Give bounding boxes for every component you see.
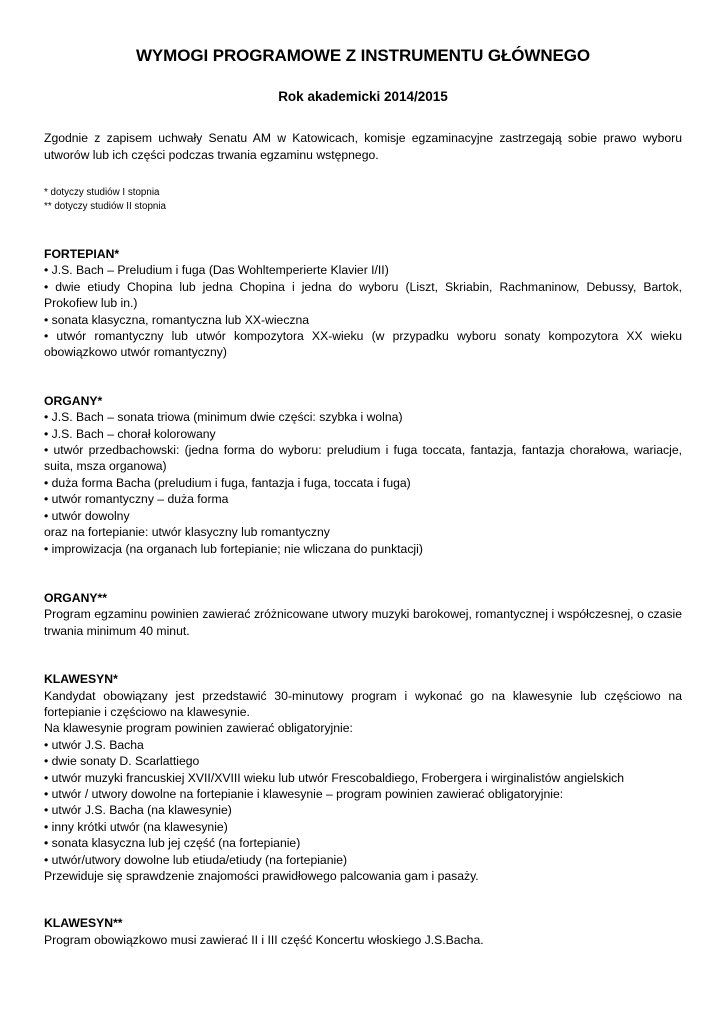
requirement-line: Przewiduje się sprawdzenie znajomości prawidłowego palcowania gam i pasaży. — [44, 869, 479, 883]
section-heading: KLAWESYN* — [44, 672, 118, 687]
requirement-line: • inny krótki utwór (na klawesynie) — [44, 819, 228, 834]
requirement-line: • sonata klasyczna lub jej część (na fortepianie) — [44, 836, 301, 851]
requirement-line: • utwór J.S. Bacha — [44, 737, 144, 752]
requirement-line: • J.S. Bach – chorał kolorowany — [44, 426, 216, 441]
requirement-line: Na klawesynie program powinien zawierać obligatoryjnie: — [44, 721, 353, 736]
note-first-degree: * dotyczy studiów I stopnia — [44, 187, 160, 198]
note-second-degree: ** dotyczy studiów II stopnia — [44, 201, 166, 212]
document-title: WYMOGI PROGRAMOWE Z INSTRUMENTU GŁÓWNEGO — [135, 46, 591, 65]
requirement-line: • dwie sonaty D. Scarlattiego — [44, 754, 200, 769]
requirement-line: • duża forma Bacha (preludium i fuga, fantazja i fuga, toccata i fuga) — [44, 475, 411, 490]
requirement-line: • dwie etiudy Chopina lub jedna Chopina i jedna do wyboru (Liszt, Skriabin, Rachmaninow, Debussy, Bartok, Prokofiew lub in.) — [44, 279, 682, 311]
requirement-line: • J.S. Bach – Preludium i fuga (Das Wohltemperierte Klavier I/II) — [44, 263, 389, 278]
section-heading: KLAWESYN** — [44, 916, 123, 931]
section-organy-first-degree — [44, 393, 682, 557]
section-fortepian — [44, 246, 682, 361]
section-heading: FORTEPIAN* — [44, 247, 120, 261]
section-klawesyn-first-degree — [44, 671, 682, 884]
requirement-line: Program egzaminu powinien zawierać zróżnicowane utwory muzyki barokowej, romantycznej i współczesnej, o czasie trwania minimum 40 minut. — [44, 607, 682, 638]
requirement-line: • improwizacja (na organach lub fortepianie; nie wliczana do punktacji) — [44, 541, 423, 556]
section-klawesyn-second-degree — [44, 915, 682, 948]
requirement-line: • utwór romantyczny lub utwór kompozytora XX-wieku (w przypadku wyboru sonaty kompozytora XX wieku obowiązkowo utwór romantyczny) — [44, 329, 682, 360]
footnote-legend — [44, 186, 682, 214]
section-organy-second-degree — [44, 590, 682, 639]
requirement-line: • utwór romantyczny – duża forma — [44, 492, 229, 507]
intro-paragraph: Zgodnie z zapisem uchwały Senatu AM w Katowicach, komisje egzaminacyjne zastrzegają sobie prawo wyboru utworów lub ich części podczas trwania egzaminu wstępnego. — [44, 131, 682, 162]
requirement-line: • utwór muzyki francuskiej XVII/XVIII wieku lub utwór Frescobaldiego, Frobergera i wirginalistów angielskich — [44, 770, 625, 785]
section-heading: ORGANY* — [44, 393, 103, 408]
requirement-line: • sonata klasyczna, romantyczna lub XX-wieczna — [44, 312, 310, 327]
requirement-line: • utwór J.S. Bacha (na klawesynie) — [44, 803, 232, 818]
requirement-line: • utwór/utwory dowolne lub etiuda/etiudy (na fortepianie) — [44, 852, 348, 867]
requirement-line: • utwór dowolny — [44, 508, 130, 523]
requirement-line: • utwór / utwory dowolne na fortepianie i klawesynie – program powinien zawierać obligatoryjnie: — [44, 786, 564, 801]
section-heading: ORGANY** — [44, 590, 107, 605]
requirement-line: Program obowiązkowo musi zawierać II i III część Koncertu włoskiego J.S.Bacha. — [44, 932, 484, 947]
requirement-line: Kandydat obowiązany jest przedstawić 30-minutowy program i wykonać go na klawesynie lub częściowo na fortepianie i częściowo na klawesynie. — [44, 688, 682, 719]
requirement-line: • utwór przedbachowski: (jedna forma do wyboru: preludium i fuga toccata, fantazja, fantazja chorałowa, wariacje, suita, msza organowa) — [44, 443, 682, 474]
requirement-line: oraz na fortepianie: utwór klasyczny lub romantyczny — [44, 525, 330, 540]
academic-year-subtitle: Rok akademicki 2014/2015 — [278, 89, 448, 104]
requirement-line: • J.S. Bach – sonata triowa (minimum dwie części: szybka i wolna) — [44, 410, 403, 425]
